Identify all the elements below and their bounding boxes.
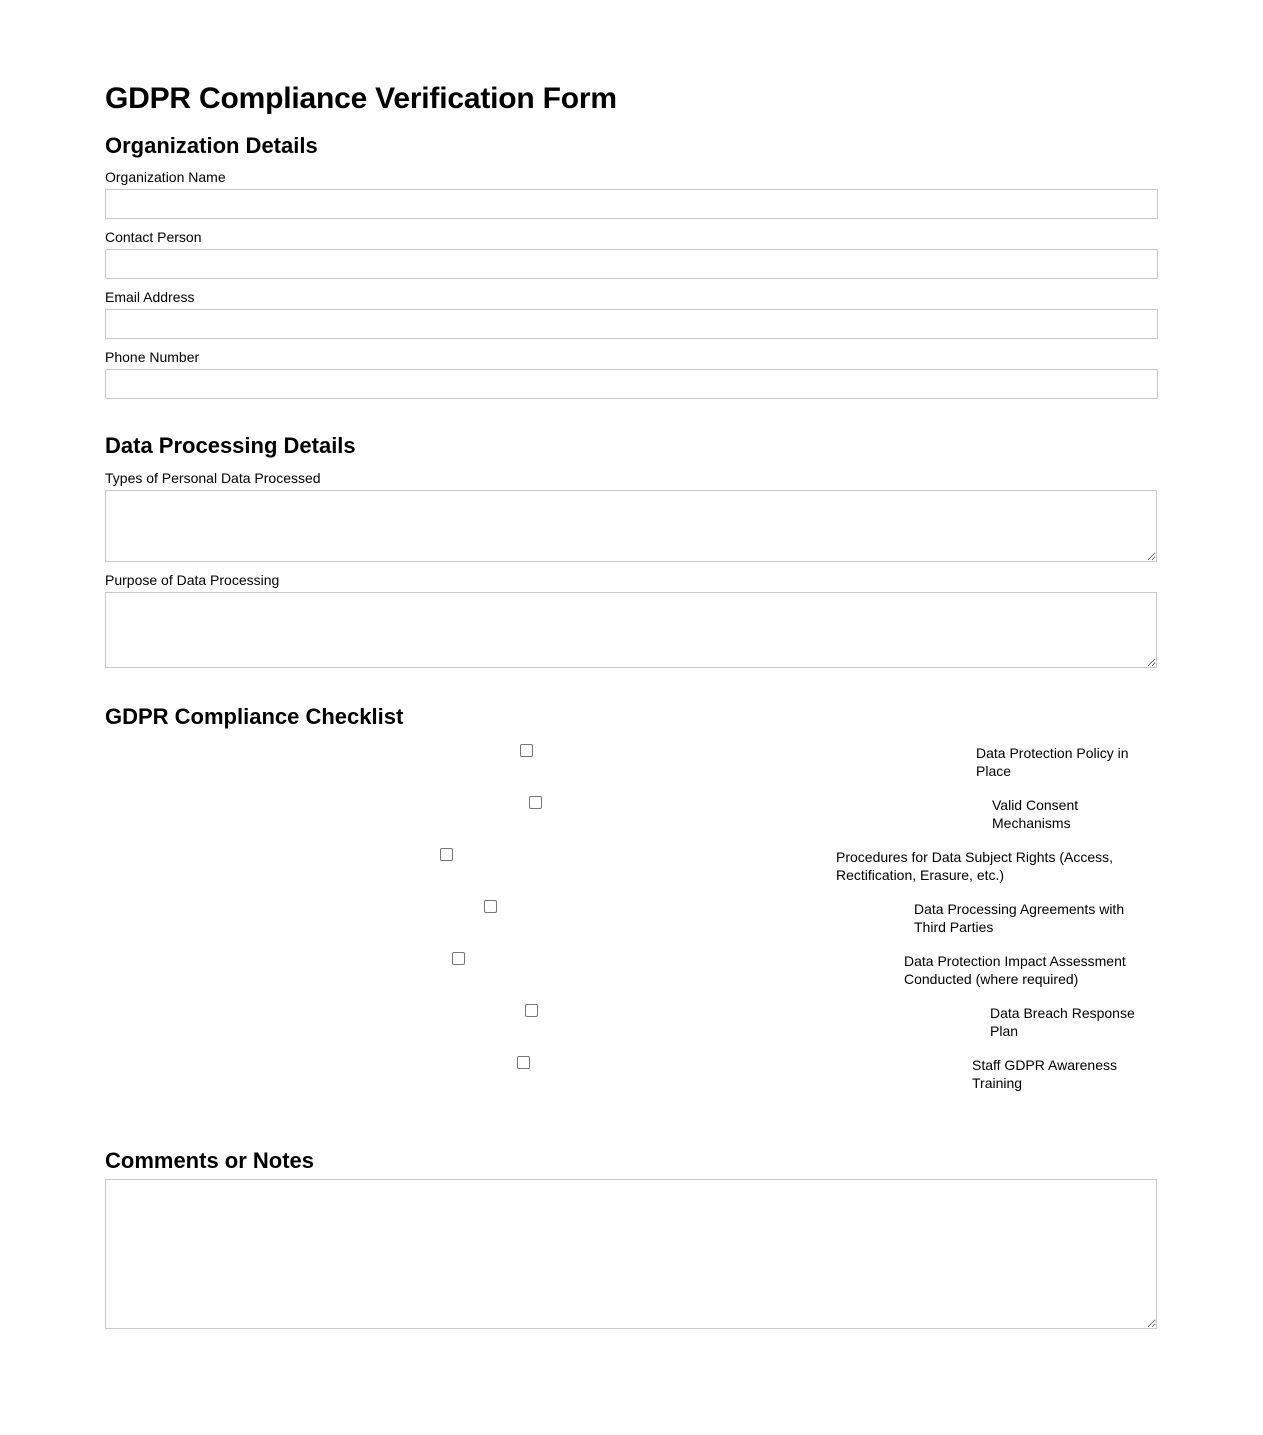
section-heading-data-processing-details: Data Processing Details xyxy=(105,433,356,459)
checkbox-data-protection-policy[interactable] xyxy=(520,744,533,757)
checkbox-cell xyxy=(105,1004,538,1017)
page-title: GDPR Compliance Verification Form xyxy=(105,82,617,115)
checkbox-cell xyxy=(105,952,465,965)
checklist-item-label: Staff GDPR Awareness Training xyxy=(972,1057,1117,1092)
purpose-of-data-processing-textarea[interactable] xyxy=(105,592,1157,668)
checkbox-data-protection-impact-assessment[interactable] xyxy=(452,952,465,965)
section-heading-organization-details: Organization Details xyxy=(105,133,318,158)
checklist-row xyxy=(105,900,1158,936)
label-phone-number: Phone Number xyxy=(105,349,200,366)
checklist-row xyxy=(105,1004,1158,1040)
checklist-item-label: Data Breach Response Plan xyxy=(990,1005,1135,1040)
phone-number-input[interactable] xyxy=(105,369,1158,399)
checkbox-cell xyxy=(105,848,453,861)
checklist-item-label: Data Protection Impact Assessment Conducted (where required) xyxy=(904,953,1126,988)
label-email-address: Email Address xyxy=(105,289,195,306)
checklist-row xyxy=(105,796,1158,832)
comments-or-notes-textarea[interactable] xyxy=(105,1179,1157,1329)
gdpr-compliance-form xyxy=(105,0,1158,1329)
section-heading-comments-or-notes: Comments or Notes xyxy=(105,1148,315,1174)
checkbox-cell xyxy=(105,1056,530,1069)
label-purpose-of-data-processing: Purpose of Data Processing xyxy=(105,571,280,588)
email-address-input[interactable] xyxy=(105,309,1158,339)
checkbox-data-breach-response-plan[interactable] xyxy=(525,1004,538,1017)
checklist-item-label: Data Processing Agreements with Third Parties xyxy=(914,901,1125,936)
checklist-row xyxy=(105,848,1158,884)
checkbox-staff-gdpr-awareness-training[interactable] xyxy=(517,1056,530,1069)
contact-person-input[interactable] xyxy=(105,249,1158,279)
checkbox-valid-consent-mechanisms[interactable] xyxy=(529,796,542,809)
checkbox-procedures-data-subject-rights[interactable] xyxy=(440,848,453,861)
types-of-personal-data-processed-textarea[interactable] xyxy=(105,490,1157,562)
checklist-item-label: Procedures for Data Subject Rights (Access, Rectification, Erasure, etc.) xyxy=(836,849,1114,884)
label-types-of-personal-data-processed: Types of Personal Data Processed xyxy=(105,469,321,486)
organization-name-input[interactable] xyxy=(105,189,1158,219)
label-organization-name: Organization Name xyxy=(105,169,226,186)
checkbox-data-processing-agreements[interactable] xyxy=(484,900,497,913)
gdpr-compliance-checklist xyxy=(105,730,1158,1092)
checkbox-cell xyxy=(105,900,497,913)
checklist-row xyxy=(105,952,1158,988)
label-contact-person: Contact Person xyxy=(105,229,202,246)
checklist-item-label: Valid Consent Mechanisms xyxy=(992,797,1079,832)
section-heading-gdpr-compliance-checklist: GDPR Compliance Checklist xyxy=(105,703,404,729)
checklist-row xyxy=(105,1056,1158,1092)
checkbox-cell xyxy=(105,796,542,809)
checklist-item-label: Data Protection Policy in Place xyxy=(976,745,1129,780)
checkbox-cell xyxy=(105,744,533,757)
checklist-row xyxy=(105,744,1158,780)
